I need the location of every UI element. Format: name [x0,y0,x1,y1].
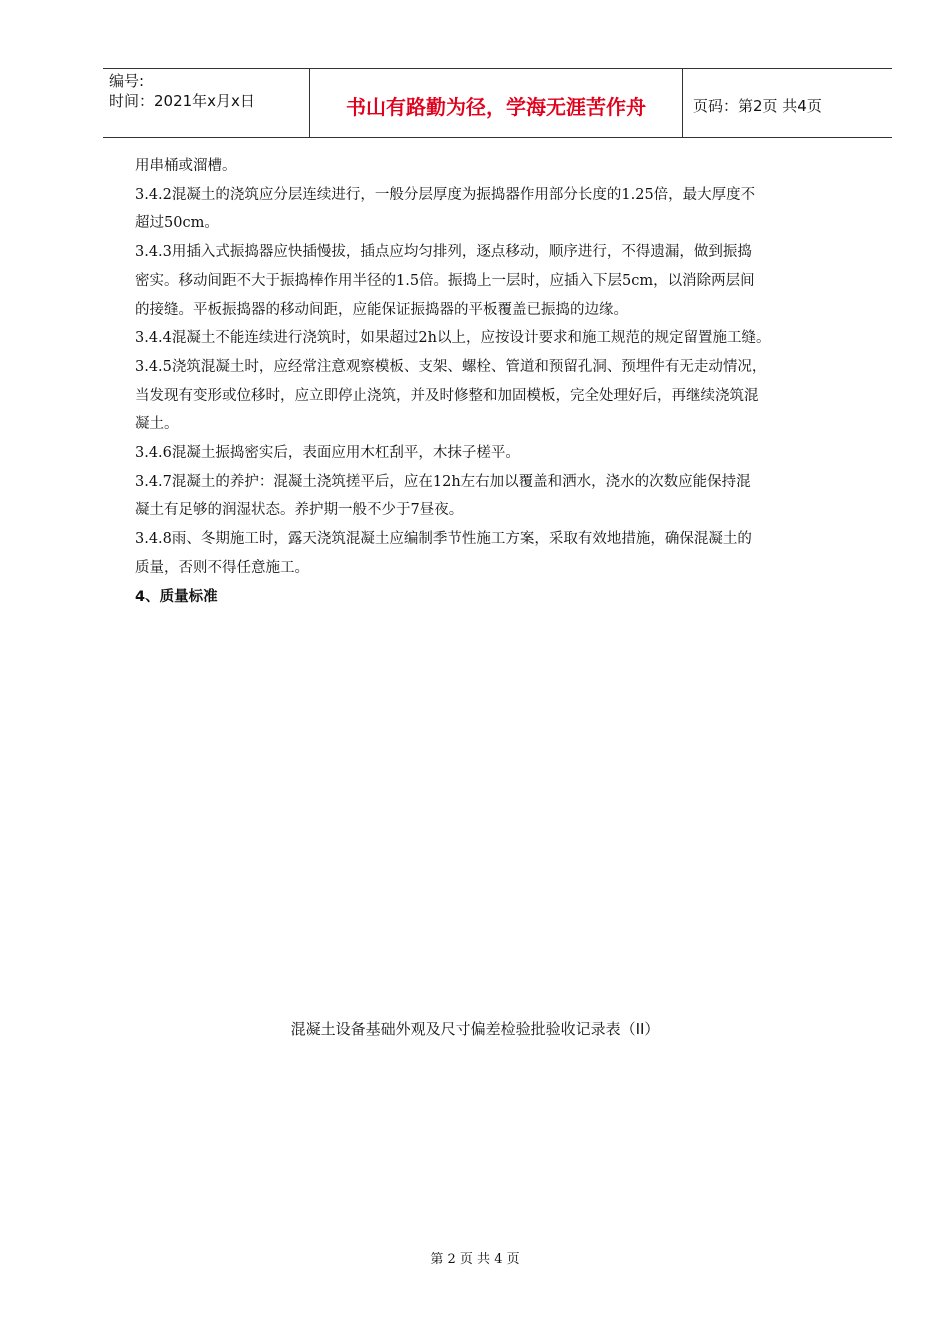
body-line: 凝土。 [135,416,179,433]
body-line: 3.4.5浇筑混凝土时，应经常注意观察模板、支架、螺栓、管道和预留孔洞、预埋件有无走动情况， [135,358,767,375]
page-footer: 第 2 页 共 4 页 [430,1252,520,1267]
body-line: 用串桶或溜槽。 [135,158,237,174]
body-line: 的接缝。平板振捣器的移动间距，应能保证振捣器的平板覆盖已振捣的边缘。 [135,301,628,318]
header-page-code: 页码：第2页 共4页 [693,96,822,115]
header-motto: 书山有路勤为径，学海无涯苦作舟 [310,69,683,137]
body-line: 3.4.4混凝土不能连续进行浇筑时，如果超过2h以上，应按设计要求和施工规范的规定留置施工缝。 [135,330,771,347]
document-time: 时间：2021年x月x日 [109,92,255,110]
body-line: 3.4.8雨、冬期施工时，露天浇筑混凝土应编制季节性施工方案，采取有效地措施，确保混凝土的 [135,531,752,548]
body-line: 3.4.2混凝土的浇筑应分层连续进行，一般分层厚度为振捣器作用部分长度的1.25倍，最大厚度不 [135,186,756,203]
body-line: 3.4.3用插入式振捣器应快插慢拔，插点应均匀排列，逐点移动，顺序进行，不得遗漏，做到振捣 [135,244,752,261]
body-line: 当发现有变形或位移时，应立即停止浇筑，并及时修整和加固模板，完全处理好后，再继续浇筑混 [135,387,759,404]
body-line: 凝土有足够的润湿状态。养护期一般不少于7昼夜。 [135,502,464,519]
table-title: 混凝土设备基础外观及尺寸偏差检验批验收记录表（II） [290,1020,660,1038]
body-line: 密实。移动间距不大于振捣棒作用半径的1.5倍。振捣上一层时，应插入下层5cm，以消除两层间 [135,272,755,289]
document-number-label: 编号: [109,72,145,90]
page-header [103,68,892,138]
body-line: 3.4.6混凝土振捣密实后，表面应用木杠刮平，木抹子槎平。 [135,445,520,462]
body-line: 质量，否则不得任意施工。 [135,559,309,576]
document-body [135,152,870,611]
body-line: 3.4.7混凝土的养护：混凝土浇筑搓平后，应在12h左右加以覆盖和洒水，浇水的次数应能保持混 [135,473,751,490]
section-heading: 4、质量标准 [135,588,218,605]
header-meta [103,69,310,137]
body-line: 超过50cm。 [135,215,219,232]
